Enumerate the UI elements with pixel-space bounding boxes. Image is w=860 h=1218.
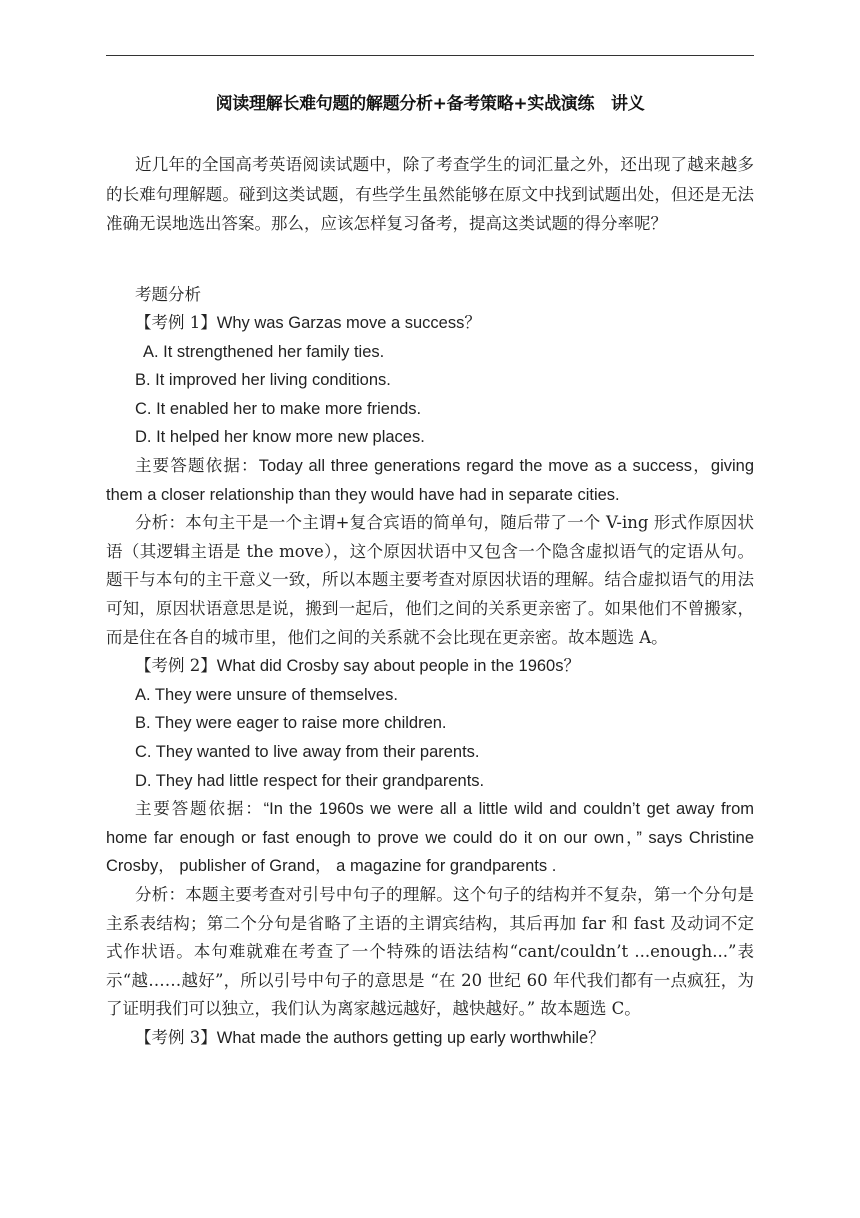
option-c: C. They wanted to live away from their parents.: [135, 743, 480, 761]
basis-label: 主要答题依据：: [135, 456, 259, 476]
analysis-text: 本题主要考查对引号中句子的理解。这个句子的结构并不复杂，第一个分句是主系表结构；第二个分句是省略了主语的主谓宾结构，其后再加 far 和 fast 及动词不定式作状语。本句难就难在考查了一个特殊的语法结构“cant/couldn’t ...enough...”表示“越……越好”，所以引号中句子的意思是 “在 20 世纪 60 年代我们都有一点疯狂，为了证明我们可以独立，我们认为离家越远越好，越快越好。” 故本题选 C。: [106, 884, 755, 1019]
option-b: B. It improved her living conditions.: [135, 371, 391, 390]
option-b: B. They were eager to raise more children.: [135, 714, 447, 733]
question-text: What made the authors getting up early worthwhile？: [216, 1028, 605, 1047]
intro-paragraph: 近几年的全国高考英语阅读试题中，除了考查学生的词汇量之外，还出现了越来越多的长难句理解题。碰到这类试题，有些学生虽然能够在原文中找到试题出处，但还是无法准确无误地选出答案。那么，应该怎样复习备考，提高这类试题的得分率呢？: [106, 155, 754, 233]
question-text: What did Crosby say about people in the 1960s？: [216, 657, 580, 676]
analysis-label: 分析：: [135, 513, 186, 533]
analysis: [106, 509, 754, 652]
analysis-text: 本句主干是一个主谓+复合宾语的简单句，随后带了一个 V-ing 形式作原因状语（其逻辑主语是 the move），这个原因状语中又包含一个隐含虚拟语气的定语从句。题干与本句的主干意义一致，所以本题主要考查对原因状语的理解。结合虚拟语气的用法可知，原因状语意思是说，搬到一起后，他们之间的关系更亲密了。如果他们不曾搬家，而是住在各自的城市里，他们之间的关系就不会比现在更亲密。故本题选 A。: [106, 513, 755, 647]
document-title: 阅读理解长难句题的解题分析+备考策略+实战演练 讲义: [215, 94, 645, 114]
option-c: C. It enabled her to make more friends.: [135, 399, 422, 418]
example-label: 【考例 1】: [135, 313, 217, 333]
example-1-question: [106, 309, 754, 338]
question-text: Why was Garzas move a success？: [216, 314, 481, 333]
option-d: D. They had little respect for their grandparents.: [135, 771, 485, 790]
analysis-label: 分析：: [135, 884, 186, 904]
option-a: A. They were unsure of themselves.: [135, 685, 398, 704]
answer-basis: [106, 795, 754, 881]
example-label: 【考例 3】: [135, 1027, 217, 1047]
basis-text: Today all three generations regard the move as a success，giving them a closer relationship than they would have had in separate cities.: [106, 457, 755, 504]
document-body: [106, 150, 754, 1053]
answer-basis: [106, 452, 754, 509]
section-heading: 考题分析: [135, 284, 201, 304]
header-rule: [106, 55, 754, 56]
analysis: [106, 881, 754, 1024]
option-d: D. It helped her know more new places.: [135, 428, 425, 447]
basis-label: 主要答题依据：: [135, 799, 264, 819]
option-a: A. It strengthened her family ties.: [143, 342, 385, 361]
paragraph-gap: [106, 239, 754, 281]
basis-text: “In the 1960s we were all a little wild and couldn’t get away from home far enough or fast enough to prove we could do it on our own，” says Christine Crosby， publisher of Grand， a magazine for grandparents .: [106, 800, 754, 876]
example-2-question: [106, 652, 754, 681]
example-3-question: [106, 1024, 754, 1053]
example-label: 【考例 2】: [135, 656, 217, 676]
